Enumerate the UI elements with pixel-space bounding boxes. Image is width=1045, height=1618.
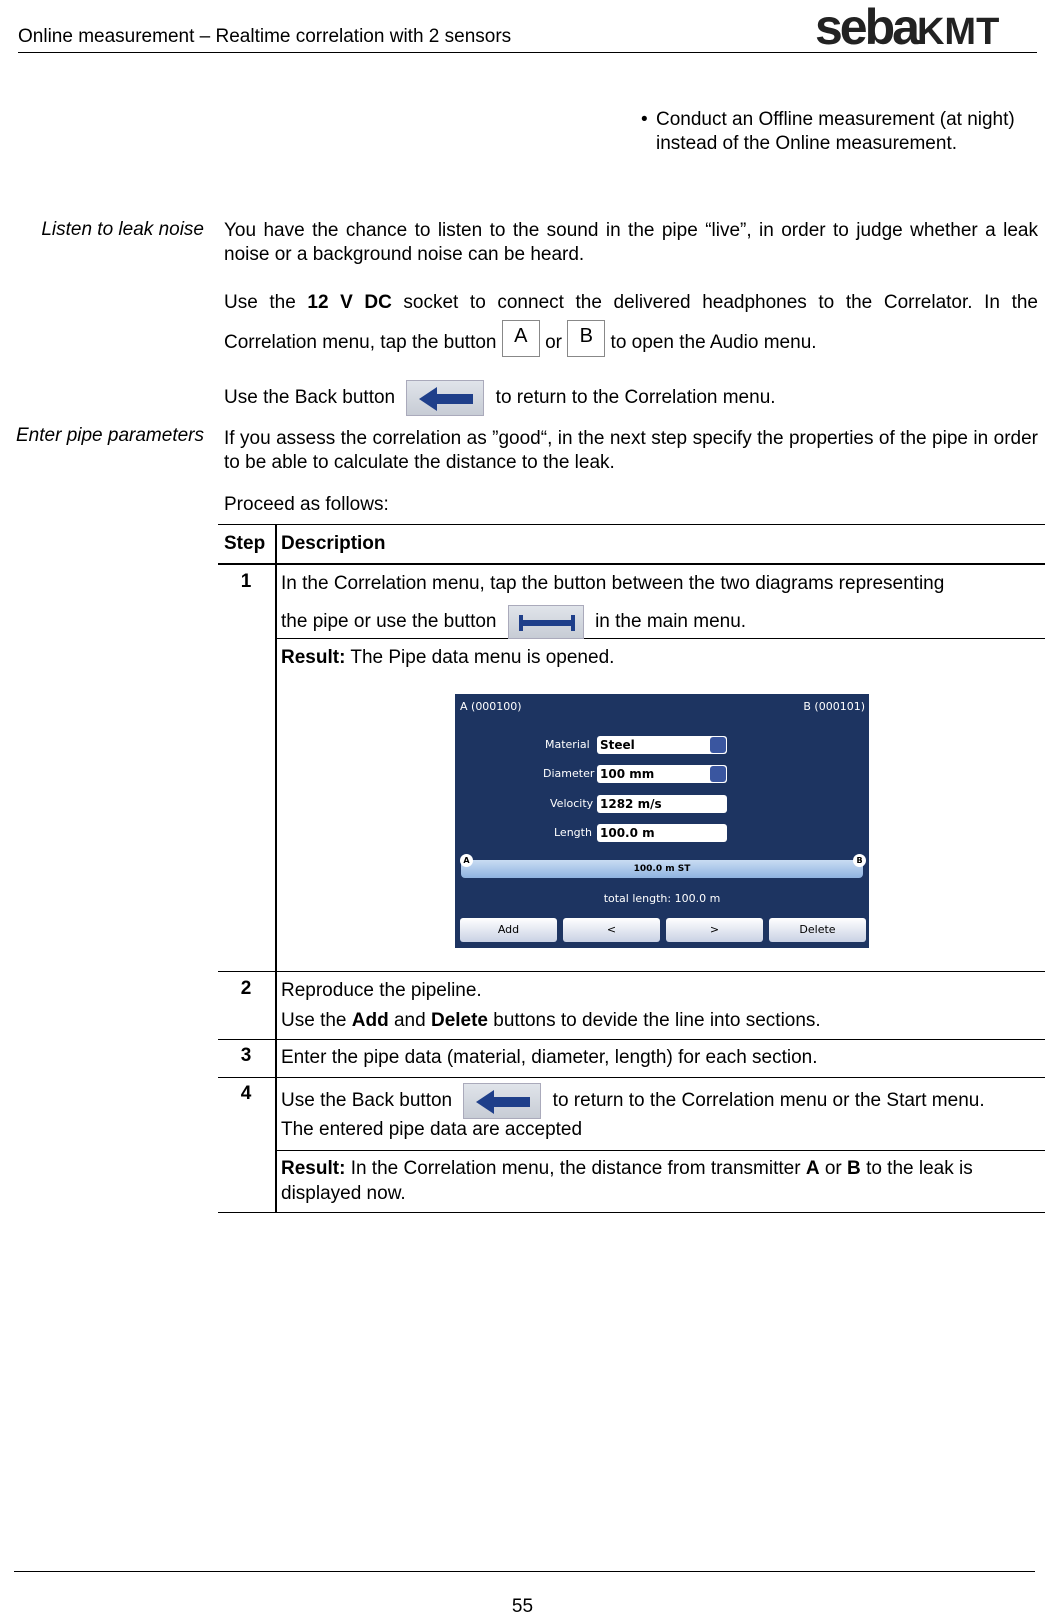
back-button[interactable] [463,1083,541,1119]
back-arrow-icon [407,381,485,417]
step1-text-b: the pipe or use the button in the main menu. [281,605,746,639]
next-button[interactable]: > [666,918,763,942]
bullet-dot: • [641,109,648,130]
bullet-text: Conduct an Offline measurement (at night) instead of the Online measurement. [656,109,1015,154]
previous-button[interactable]: < [563,918,660,942]
diameter-select[interactable]: 100 mm [597,765,727,783]
chevron-down-icon [710,766,726,782]
delete-button[interactable]: Delete [769,918,866,942]
listen-paragraph-2: Use the 12 V DC socket to connect the delivered headphones to the Correlator. In the Correlation menu, tap the button A or B to open the Audio menu. [224,283,1038,363]
table-row4-split [276,1150,1045,1151]
page-header-title: Online measurement – Realtime correlation with 2 sensors [18,26,512,47]
table-head-step: Step [224,533,266,554]
table-row2-end [218,1039,1045,1040]
logo-sub: KMT [916,11,1000,53]
table-row1-end [218,971,1045,972]
back-button[interactable] [406,380,484,416]
footer-divider [14,1571,1035,1572]
step2-text-a: Reproduce the pipeline. [281,980,482,1001]
node-a: A [460,854,473,867]
step4-text-a: Use the Back button to return to the Correlation menu or the Start menu. [281,1083,985,1119]
step4-text-b: The entered pipe data are accepted [281,1119,583,1140]
length-input[interactable]: 100.0 m [597,824,727,842]
node-b: B [853,854,866,867]
pipe-paragraph-2: Proceed as follows: [224,494,389,515]
logo-main: seba [815,0,917,55]
table-head-description: Description [281,533,386,554]
step3-text: Enter the pipe data (material, diameter, length) for each section. [281,1047,818,1068]
sensor-b-id: B (000101) [803,700,865,713]
audio-b-button[interactable]: B [567,320,605,357]
total-length: total length: 100.0 m [603,892,721,905]
page-number: 55 [511,1596,534,1617]
header-divider [18,52,1037,53]
table-column-divider [275,524,277,1212]
step-number-4: 4 [240,1083,252,1104]
pipe-data-button[interactable] [508,605,584,639]
table-top-rule [218,524,1045,525]
listen-paragraph-1: You have the chance to listen to the sound in the pipe “live”, in order to judge whether a leak noise or a background noise can be heard. [224,220,1038,265]
bullet-item [641,108,1041,156]
add-button[interactable]: Add [460,918,557,942]
step1-result: Result: The Pipe data menu is opened. [281,647,615,668]
pipe-paragraph-1: If you assess the correlation as ”good“, in the next step specify the properties of the pipe in order to be able to calculate the distance to the leak. [224,428,1038,473]
step2-text-b: Use the Add and Delete buttons to devide the line into sections. [281,1010,821,1031]
audio-a-button[interactable]: A [502,320,540,357]
seba-kmt-logo [815,0,1000,55]
table-bottom-rule [218,1212,1045,1213]
velocity-label: Velocity [550,797,594,810]
step-number-2: 2 [240,978,252,999]
pipe-data-screen [455,694,869,948]
chevron-down-icon [710,737,726,753]
velocity-input[interactable]: 1282 m/s [597,795,727,813]
material-label: Material [545,738,590,751]
table-header-rule [218,563,1045,565]
back-arrow-icon [464,1084,542,1120]
side-label-listen: Listen to leak noise [41,219,204,240]
diameter-label: Diameter [543,767,595,780]
length-label: Length [554,826,592,839]
pipe-section-bar[interactable]: 100.0 m ST [461,860,863,878]
listen-paragraph-3: Use the Back button to return to the Correlation menu. [224,380,1038,416]
step1-text-a: In the Correlation menu, tap the button between the two diagrams representing [281,573,945,594]
material-select[interactable]: Steel [597,736,727,754]
table-row3-end [218,1077,1045,1078]
side-label-pipe: Enter pipe parameters [16,425,204,446]
sensor-a-id: A (000100) [460,700,522,713]
step-number-1: 1 [240,571,252,592]
step-number-3: 3 [240,1045,252,1066]
step4-result: Result: In the Correlation menu, the distance from transmitter A or B to the leak is displayed now. [281,1158,973,1204]
pipe-icon [509,606,585,640]
